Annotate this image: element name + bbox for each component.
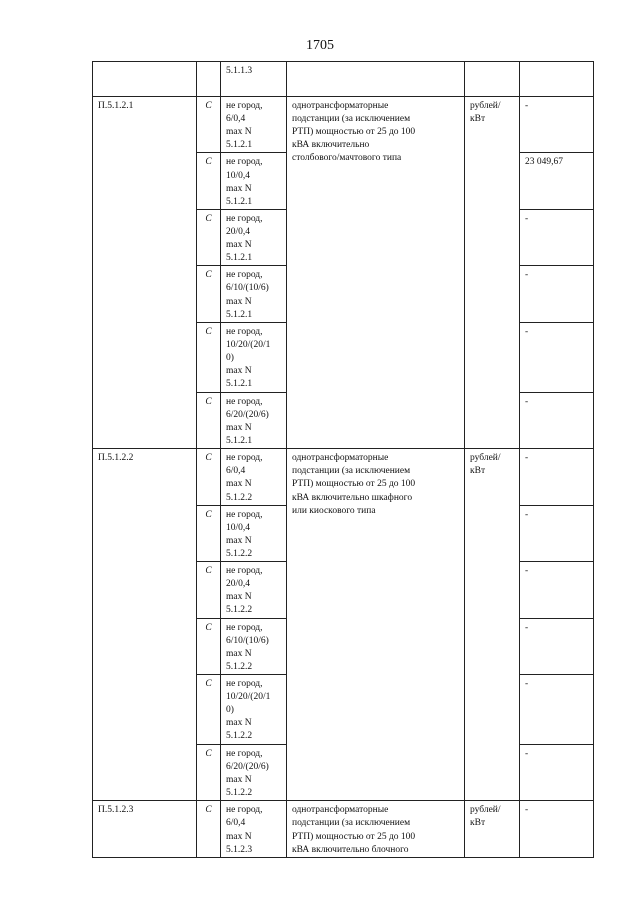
unit-cell: рублей/ кВт xyxy=(465,97,520,449)
category-cell: С xyxy=(197,392,221,448)
category-cell: С xyxy=(197,97,221,153)
param-cell: не город, 20/0,4 max N 5.1.2.1 xyxy=(221,209,287,265)
unit-cell xyxy=(465,62,520,97)
description-cell: однотрансформаторные подстанции (за исключением РТП) мощностью от 25 до 100 кВА включительно шкафного или киоскового типа xyxy=(287,449,465,801)
value-cell: - xyxy=(520,266,594,322)
category-cell: С xyxy=(197,744,221,800)
value-cell: - xyxy=(520,322,594,392)
param-cell: не город, 6/10/(10/6) max N 5.1.2.2 xyxy=(221,618,287,674)
table-row xyxy=(93,97,594,153)
param-cell: не город, 6/20/(20/6) max N 5.1.2.1 xyxy=(221,392,287,448)
category-cell: С xyxy=(197,505,221,561)
code-cell xyxy=(93,62,197,97)
param-cell: не город, 6/0,4 max N 5.1.2.3 xyxy=(221,801,287,857)
value-cell: - xyxy=(520,97,594,153)
param-cell: не город, 10/0,4 max N 5.1.2.2 xyxy=(221,505,287,561)
category-cell: С xyxy=(197,801,221,857)
category-cell xyxy=(197,62,221,97)
code-cell: П.5.1.2.2 xyxy=(93,449,197,801)
code-cell: П.5.1.2.1 xyxy=(93,97,197,449)
value-cell: - xyxy=(520,449,594,505)
param-cell: не город, 6/0,4 max N 5.1.2.2 xyxy=(221,449,287,505)
param-cell: не город, 6/10/(10/6) max N 5.1.2.1 xyxy=(221,266,287,322)
table-row xyxy=(93,62,594,97)
unit-cell: рублей/ кВт xyxy=(465,801,520,857)
param-cell: 5.1.1.3 xyxy=(221,62,287,97)
page-number: 1705 xyxy=(306,38,334,53)
description-cell: однотрансформаторные подстанции (за исключением РТП) мощностью от 25 до 100 кВА включительно столбового/мачтового типа xyxy=(287,97,465,449)
table-row xyxy=(93,801,594,857)
description-cell: однотрансформаторные подстанции (за исключением РТП) мощностью от 25 до 100 кВА включительно блочного xyxy=(287,801,465,857)
description-cell xyxy=(287,62,465,97)
value-cell: - xyxy=(520,618,594,674)
category-cell: С xyxy=(197,266,221,322)
category-cell: С xyxy=(197,562,221,618)
param-cell: не город, 10/20/(20/1 0) max N 5.1.2.1 xyxy=(221,322,287,392)
category-cell: С xyxy=(197,153,221,209)
category-cell: С xyxy=(197,209,221,265)
value-cell: 23 049,67 xyxy=(520,153,594,209)
table-row xyxy=(93,449,594,505)
category-cell: С xyxy=(197,449,221,505)
value-cell: - xyxy=(520,801,594,857)
param-cell: не город, 6/20/(20/6) max N 5.1.2.2 xyxy=(221,744,287,800)
code-cell: П.5.1.2.3 xyxy=(93,801,197,857)
value-cell: - xyxy=(520,392,594,448)
value-cell: - xyxy=(520,505,594,561)
category-cell: С xyxy=(197,618,221,674)
param-cell: не город, 10/20/(20/1 0) max N 5.1.2.2 xyxy=(221,674,287,744)
category-cell: С xyxy=(197,322,221,392)
value-cell: - xyxy=(520,744,594,800)
value-cell: - xyxy=(520,562,594,618)
value-cell xyxy=(520,62,594,97)
category-cell: С xyxy=(197,674,221,744)
param-cell: не город, 20/0,4 max N 5.1.2.2 xyxy=(221,562,287,618)
value-cell: - xyxy=(520,209,594,265)
param-cell: не город, 6/0,4 max N 5.1.2.1 xyxy=(221,97,287,153)
param-cell: не город, 10/0,4 max N 5.1.2.1 xyxy=(221,153,287,209)
tariff-table xyxy=(92,61,594,858)
unit-cell: рублей/ кВт xyxy=(465,449,520,801)
value-cell: - xyxy=(520,674,594,744)
